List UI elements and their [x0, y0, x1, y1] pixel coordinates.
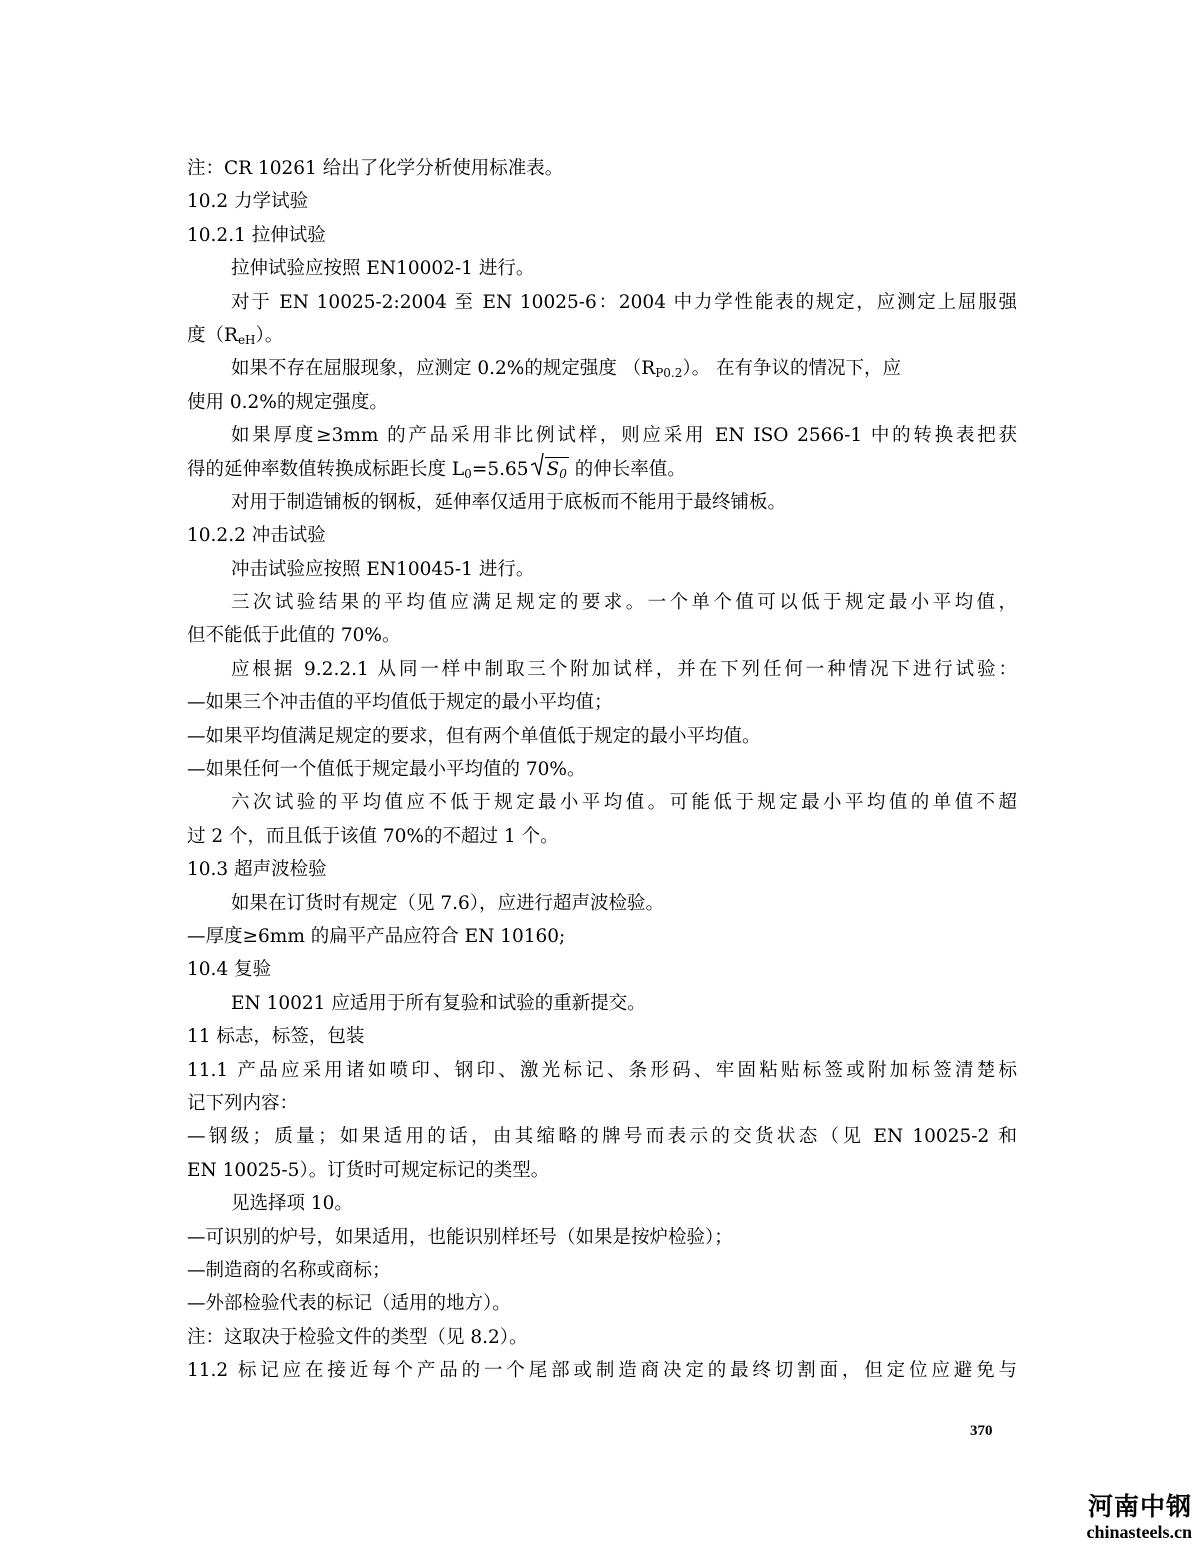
text-line: 冲击试验应按照 EN10045-1 进行。	[231, 558, 535, 580]
list-item: —如果任何一个值低于规定最小平均值的 70%。	[187, 759, 586, 781]
text-line: 拉伸试验应按照 EN10002-1 进行。	[231, 258, 535, 280]
text-line: 过 2 个，而且低于该值 70%的不超过 1 个。	[187, 825, 559, 847]
section-heading: 11 标志，标签，包装	[187, 1026, 365, 1048]
page-number: 370	[970, 1423, 993, 1439]
list-item: —可识别的炉号，如果适用，也能识别样坯号（如果是按炉检验）；	[187, 1226, 733, 1248]
sqrt-sign-icon	[531, 453, 545, 477]
text-line: 如果在订货时有规定（见 7.6），应进行超声波检验。	[231, 892, 665, 914]
text-line: 11.2 标记应在接近每个产品的一个尾部或制造商决定的最终切割面，但定位应避免与	[187, 1360, 1017, 1382]
list-item: —钢级；质量；如果适用的话，由其缩略的牌号而表示的交货状态（见 EN 10025-2 和	[187, 1126, 1017, 1148]
text-line: 记下列内容：	[187, 1092, 299, 1114]
text-line: 注：CR 10261 给出了化学分析使用标准表。	[187, 158, 564, 179]
text-line: 应根据 9.2.2.1 从同一样中制取三个附加试样，并在下列任何一种情况下进行试验：	[231, 658, 1017, 680]
text-line: 三次试验结果的平均值应满足规定的要求。一个单个值可以低于规定最小平均值，	[231, 592, 1017, 614]
watermark-url: chinasteels.cn	[1086, 1522, 1192, 1542]
list-item: —如果平均值满足规定的要求，但有两个单值低于规定的最小平均值。	[187, 725, 761, 747]
text-line: EN 10021 应适用于所有复验和试验的重新提交。	[231, 992, 646, 1014]
text-line: 六次试验的平均值应不低于规定最小平均值。可能低于规定最小平均值的单值不超	[231, 792, 1017, 814]
text-line: 但不能低于此值的 70%。	[187, 625, 401, 647]
list-item: —如果三个冲击值的平均值低于规定的最小平均值；	[187, 692, 613, 714]
section-heading: 10.3 超声波检验	[187, 859, 327, 881]
section-heading: 10.2 力学试验	[187, 191, 309, 213]
text-line: 得的延伸率数值转换成标距长度 $L_0=5.65$ $S_0$ 的伸长率值。	[187, 453, 1017, 486]
text-line: 对用于制造铺板的钢板，延伸率仅适用于底板而不能用于最终铺板。	[231, 491, 787, 513]
text-line: 如果厚度≥3mm 的产品采用非比例试样，则应采用 EN ISO 2566-1 中的转换表把获	[231, 425, 1017, 447]
text-line: EN 10025-5）。订货时可规定标记的类型。	[187, 1159, 550, 1181]
list-item: —厚度≥6mm 的扁平产品应符合 EN 10160;	[187, 925, 566, 947]
list-item: —制造商的名称或商标；	[187, 1259, 391, 1281]
text-line: 见选择项 10。	[231, 1193, 353, 1215]
text-line: 度$(R_{eH})$。	[187, 324, 284, 347]
watermark-logo	[1087, 1494, 1193, 1542]
section-heading: 10.2.2 冲击试验	[187, 525, 326, 547]
text-line: 11.1 产品应采用诸如喷印、钢印、激光标记、条形码、牢固粘贴标签或附加标签清楚标	[187, 1059, 1017, 1081]
note-line: 注：这取决于检验文件的类型（见 8.2）。	[187, 1326, 528, 1348]
text-line: 如果不存在屈服现象，应测定 0.2%的规定强度 $(R_{P0.2})$。 在有争议的情况下，应	[231, 358, 902, 381]
section-heading: 10.2.1 拉伸试验	[187, 224, 326, 246]
list-item: —外部检验代表的标记（适用的地方）。	[187, 1293, 511, 1315]
watermark-name: 河南中钢	[1087, 1494, 1192, 1521]
section-heading: 10.4 复验	[187, 959, 272, 981]
text-line: 使用 0.2%的规定强度。	[187, 391, 388, 413]
document-body	[187, 152, 1017, 1387]
text-line: 对于 EN 10025-2:2004 至 EN 10025-6：2004 中力学性能表的规定，应测定上屈服强	[231, 291, 1017, 313]
sqrt-formula: $S_0$	[531, 453, 569, 486]
